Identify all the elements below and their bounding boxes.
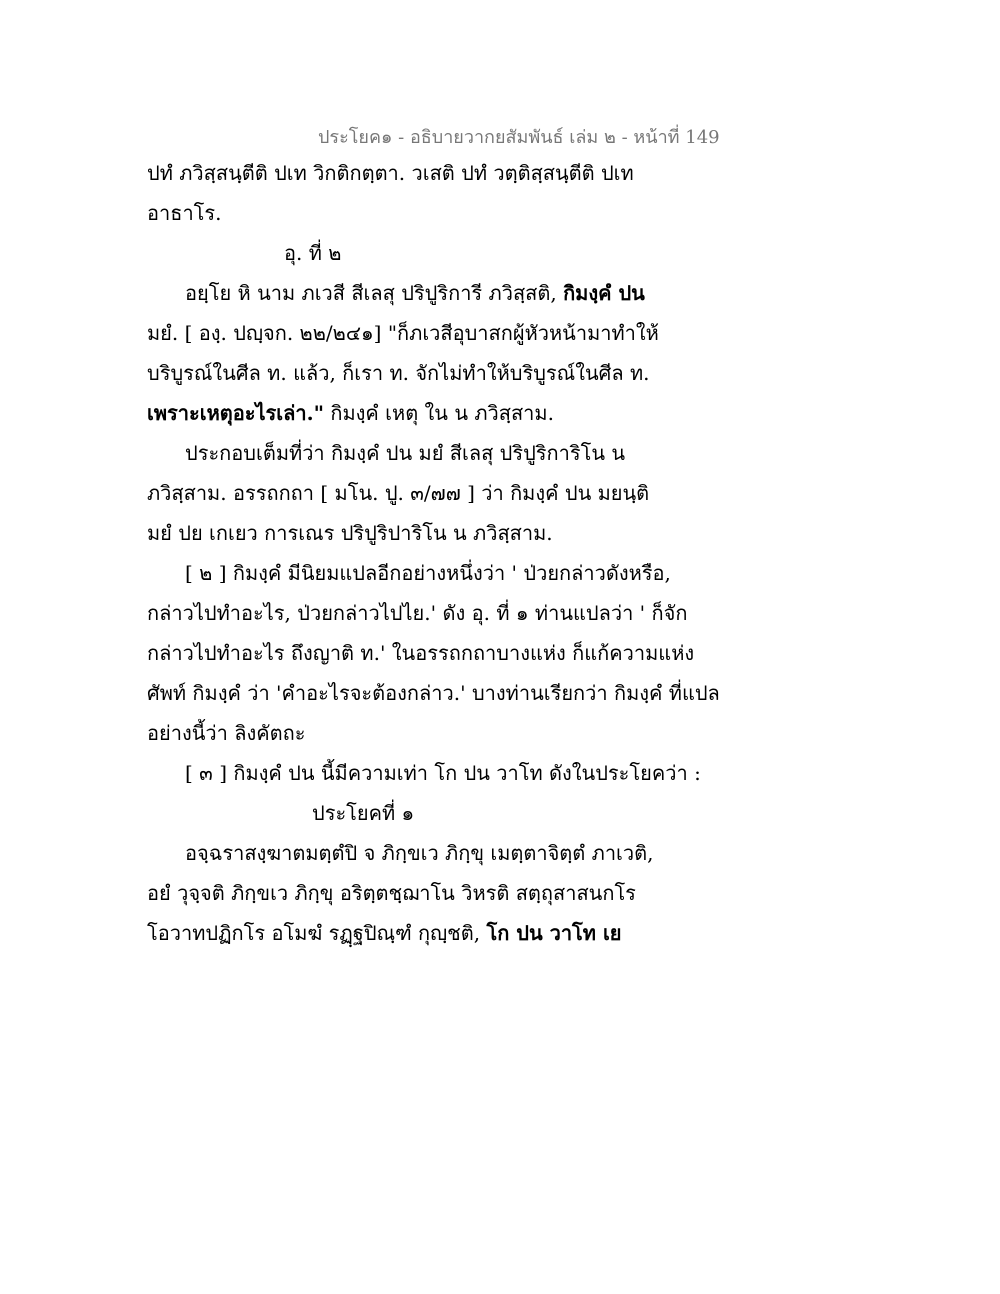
text-line xyxy=(147,273,687,313)
text-span: อยฺโย หิ นาม ภเวสี สีเลสุ ปริปูริการี ภวิสฺสติ, xyxy=(185,281,564,305)
text-line: ปทํ ภวิสฺสนฺตีติ ปเท วิกติกตฺตา. วเสติ ปทํ วตฺติสฺสนฺตีติ ปเท xyxy=(147,161,634,185)
text-line: ประกอบเต็มที่ว่า กิมงฺคํ ปน มยํ สีเลสุ ปริปูริการิโน น xyxy=(185,441,626,465)
text-span: กิมงฺคํ เหตุ ใน น ภวิสฺสาม. xyxy=(324,401,554,425)
example-heading: อุ. ที่ ๒ xyxy=(284,241,342,265)
example-heading: ประโยคที่ ๑ xyxy=(312,801,415,825)
text-line: [ ๒ ] กิมงฺคํ มีนิยมแปลอีกอย่างหนึ่งว่า ' ป่วยกล่าวดังหรือ, xyxy=(185,561,671,585)
text-line: กล่าวไปทำอะไร ถึงญาติ ท.' ในอรรถกถาบางแห่ง ก็แก้ความแห่ง xyxy=(147,641,695,665)
text-line: บริบูรณ์ในศีล ท. แล้ว, ก็เรา ท. จักไม่ทำให้บริบูรณ์ในศีล ท. xyxy=(147,361,650,385)
text-span: โอวาทปฏิกโร อโมฆํ รฏฺฐปิณฺฑํ กุญฺชติ, xyxy=(147,921,487,945)
text-line: อาธาโร. xyxy=(147,201,222,225)
text-line: [ ๓ ] กิมงฺคํ ปน นี้มีความเท่า โก ปน วาโท ดังในประโยคว่า : xyxy=(185,761,701,785)
text-line xyxy=(147,393,687,433)
body-text xyxy=(147,153,720,953)
text-line: อจฺฉราสงฺฆาตมตฺตํปิ จ ภิกฺขเว ภิกฺขุ เมตฺตาจิตฺตํ ภาเวติ, xyxy=(185,841,654,865)
page-header: ประโยค๑ - อธิบายวากยสัมพันธ์ เล่ม ๒ - หน้าที่ 149 xyxy=(318,127,720,148)
bold-text: เพราะเหตุอะไรเล่า." xyxy=(147,401,325,425)
text-line: กล่าวไปทำอะไร, ป่วยกล่าวไปไย.' ดัง อุ. ที่ ๑ ท่านแปลว่า ' ก็จัก xyxy=(147,601,688,625)
bold-text: โก ปน วาโท เย xyxy=(486,921,622,945)
text-line: มยํ ปย เกเยว การเณร ปริปูริปาริโน น ภวิสฺสาม. xyxy=(147,521,553,545)
text-line: อย่างนี้ว่า ลิงคัตถะ xyxy=(147,721,306,745)
text-line: ศัพท์ กิมงฺคํ ว่า 'คำอะไรจะต้องกล่าว.' บางท่านเรียกว่า กิมงฺคํ ที่แปล xyxy=(147,681,720,705)
text-line xyxy=(147,913,687,953)
text-line: ภวิสฺสาม. อรรถกถา [ มโน. ปู. ๓/๗๗ ] ว่า กิมงฺคํ ปน มยนฺติ xyxy=(147,481,650,505)
text-line: มยํ. [ องฺ. ปญฺจก. ๒๒/๒๔๑] "ก็ภเวสีอุบาสกผู้หัวหน้ามาทำให้ xyxy=(147,321,659,345)
text-line: อยํ วุจฺจติ ภิกฺขเว ภิกฺขุ อริตฺตชฺฌาโน วิหรติ สตฺถุสาสนกโร xyxy=(147,881,636,905)
bold-text: กิมงฺคํ ปน xyxy=(563,281,645,305)
